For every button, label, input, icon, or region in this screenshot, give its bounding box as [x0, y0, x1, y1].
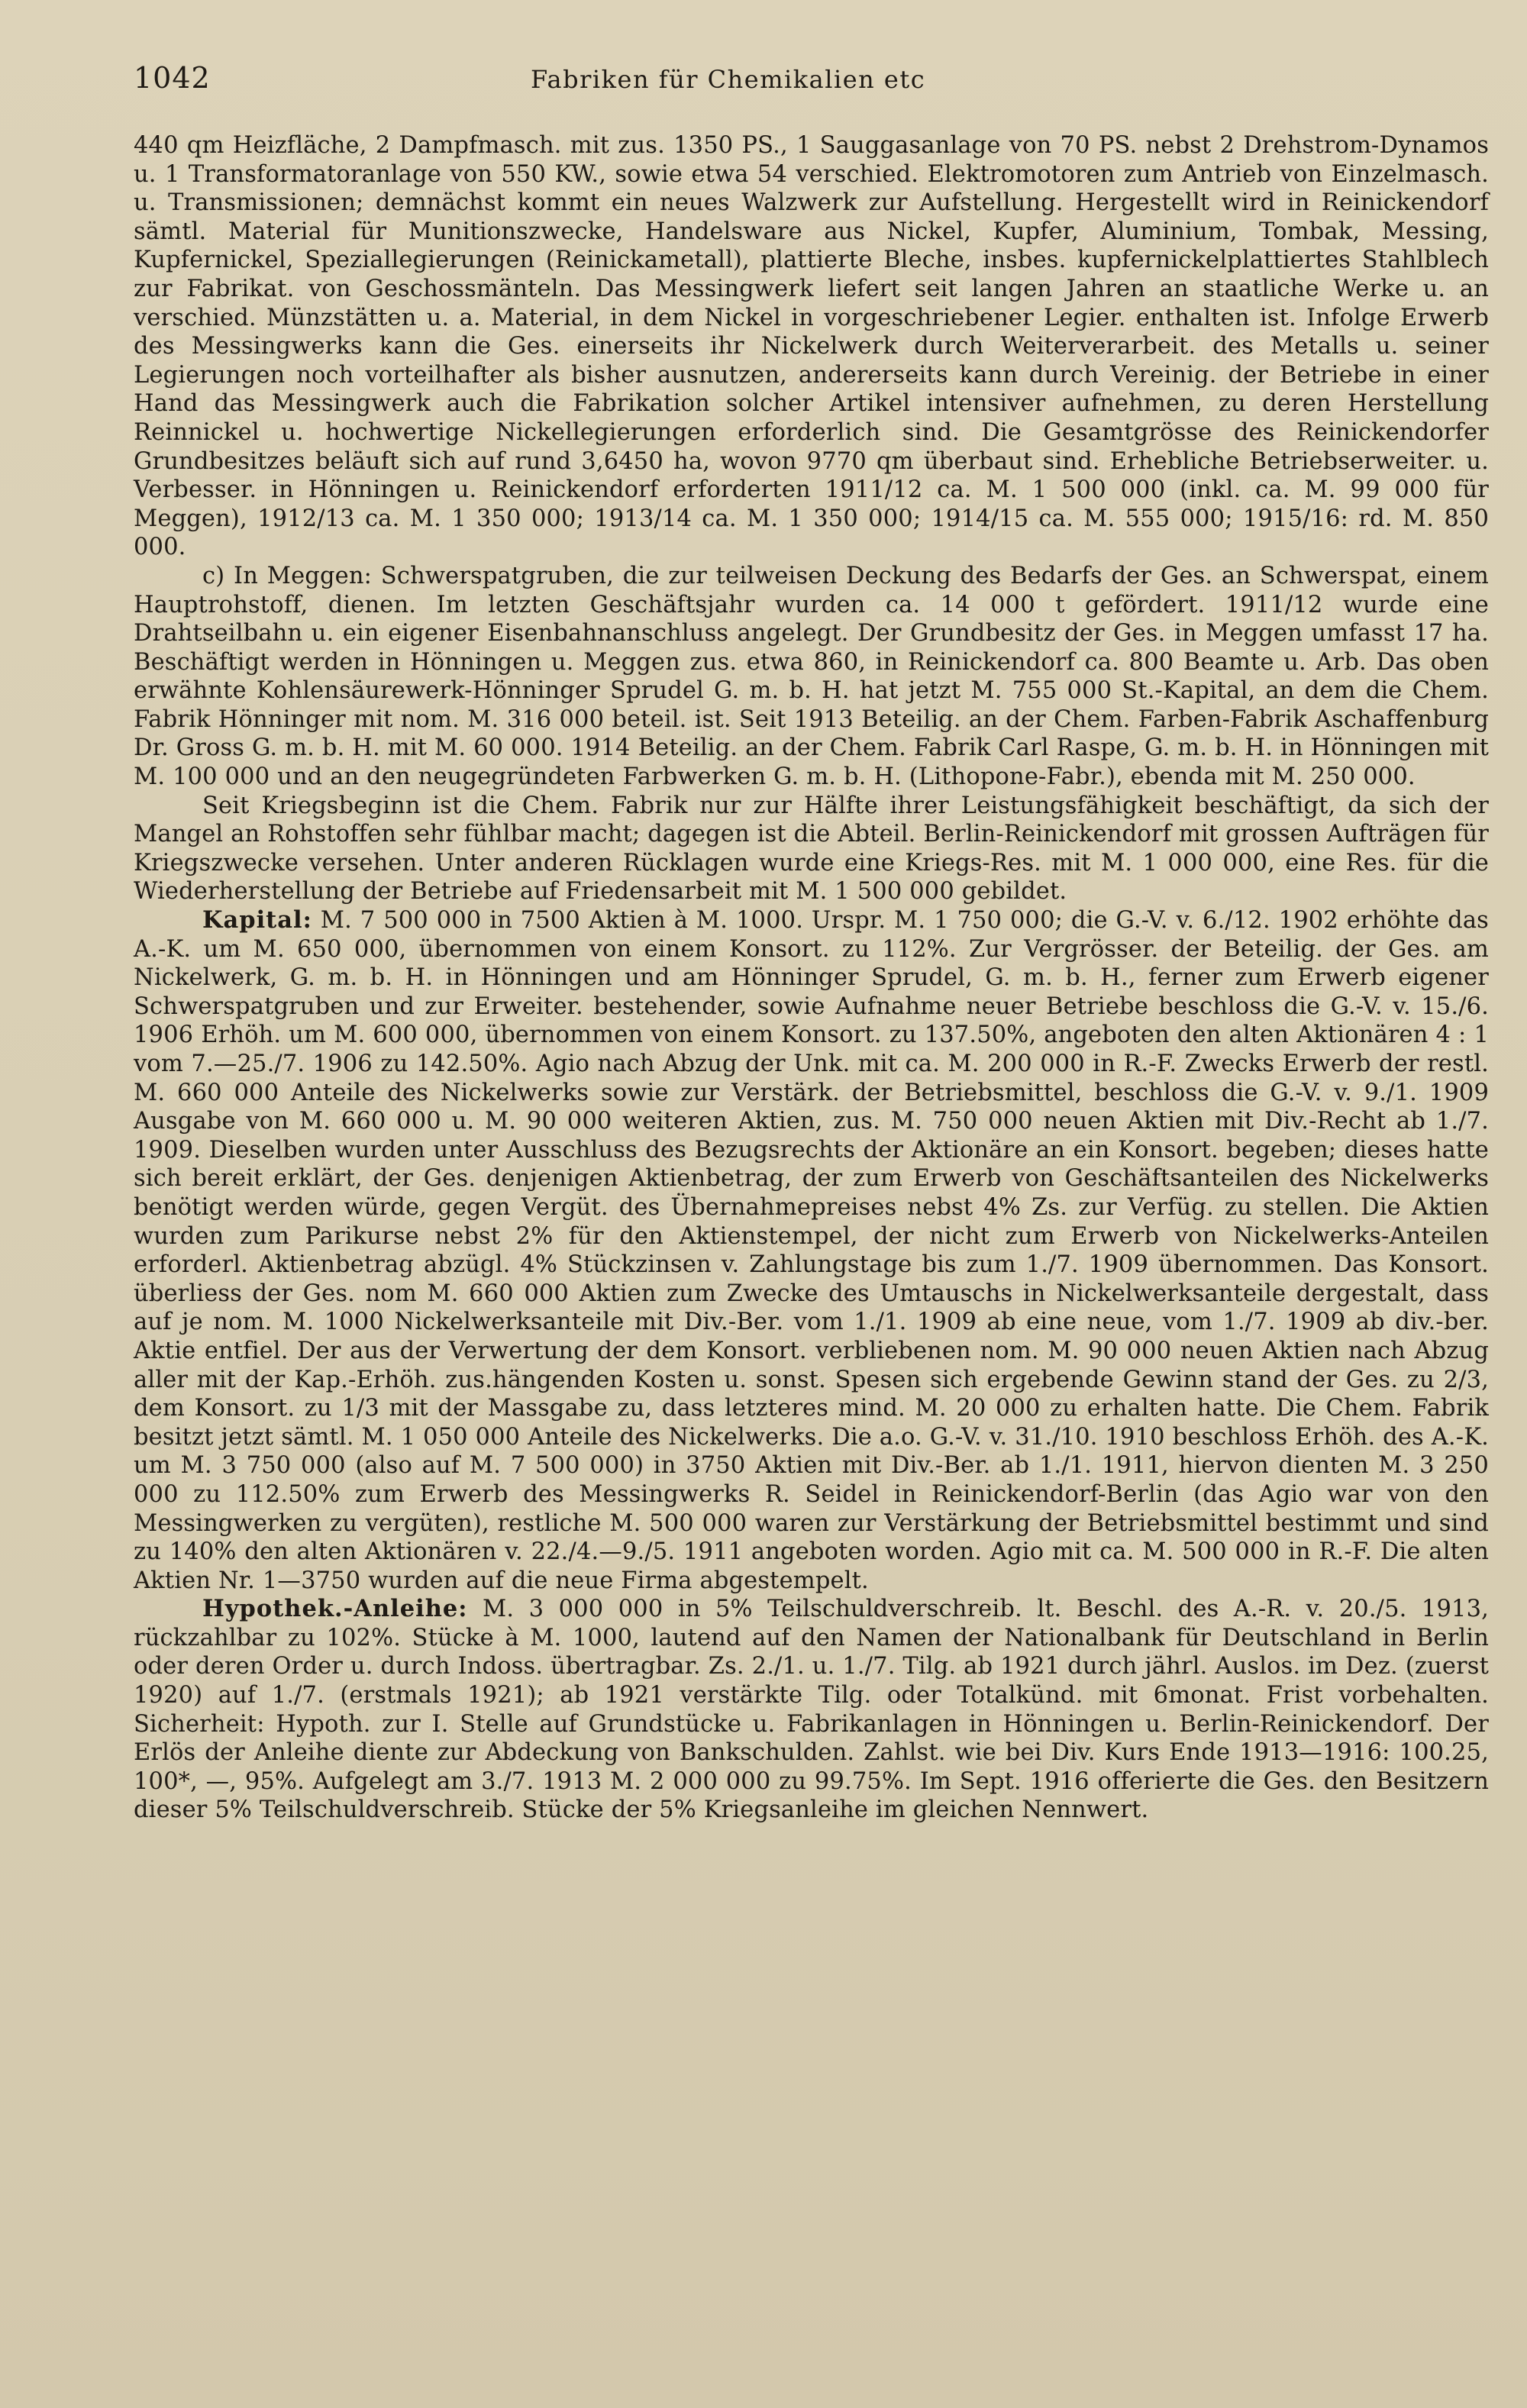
paragraph-war-effects — [134, 792, 1489, 906]
running-title: Fabriken für Chemikalien etc — [531, 65, 926, 94]
paragraph-text: Seit Kriegsbeginn ist die Chem. Fabrik nur zur Hälfte ihrer Leistungsfähigkeit beschäftigt, da sich der Mangel an Rohstoffen sehr fühlbar macht; dagegen ist die Abteil. Berlin-Reinickendorf mit grossen Aufträgen für Kriegszwecke versehen. Unter anderen Rücklagen wurde eine Kriegs-Res. mit M. 1 000 000, eine Res. für die Wiederherstellung der Betriebe auf Friedensarbeit mit M. 1 500 000 gebildet. — [134, 792, 1489, 905]
paragraph-text: c) In Meggen: Schwerspatgruben, die zur teilweisen Deckung des Bedarfs der Ges. an Schwerspat, einem Hauptrohstoff, dienen. Im letzten Geschäftsjahr wurden ca. 14 000 t gefördert. 1911/12 wurde eine Drahtseilbahn u. ein eigener Eisenbahnanschluss angelegt. Der Grundbesitz der Ges. in Meggen umfasst 17 ha. Beschäftigt werden in Hönningen u. Meggen zus. etwa 860, in Reinickendorf ca. 800 Beamte u. Arb. Das oben erwähnte Kohlensäurewerk-Hönninger Sprudel G. m. b. H. hat jetzt M. 755 000 St.-Kapital, an dem die Chem. Fabrik Hönninger mit nom. M. 316 000 beteil. ist. Seit 1913 Beteilig. an der Chem. Farben-Fabrik Aschaffenburg Dr. Gross G. m. b. H. mit M. 60 000. 1914 Beteilig. an der Chem. Fabrik Carl Raspe, G. m. b. H. in Hönningen mit M. 100 000 und an den neugegründeten Farbwerken G. m. b. H. (Lithopone-Fabr.), ebenda mit M. 250 000. — [134, 562, 1489, 791]
body-text — [134, 131, 1489, 1825]
paragraph-production — [134, 131, 1489, 562]
page-header — [134, 61, 1489, 107]
section-label-kapital: Kapital: — [202, 906, 312, 934]
section-label-hypothek-anleihe: Hypothek.-Anleihe: — [202, 1595, 468, 1623]
paragraph-meggen — [134, 562, 1489, 792]
page-number: 1042 — [134, 61, 211, 95]
paragraph-text: 440 qm Heizfläche, 2 Dampfmasch. mit zus. 1350 PS., 1 Sauggasanlage von 70 PS. nebst 2 Drehstrom-Dynamos u. 1 Transformatoranlage von 550 KW., sowie etwa 54 verschied. Elektromotoren zum Antrieb von Einzelmasch. u. Transmissionen; demnächst kommt ein neues Walzwerk zur Aufstellung. Hergestellt wird in Reinickendorf sämtl. Material für Munitionszwecke, Handelsware aus Nickel, Kupfer, Aluminium, Tombak, Messing, Kupfernickel, Speziallegierungen (Reinickametall), plattierte Bleche, insbes. kupfernickelplattiertes Stahlblech zur Fabrikat. von Geschossmänteln. Das Messingwerk liefert seit langen Jahren an staatliche Werke u. an verschied. Münzstätten u. a. Material, in dem Nickel in vorgeschriebener Legier. enthalten ist. Infolge Erwerb des Messingwerks kann die Ges. einerseits ihr Nickelwerk durch Weiterverarbeit. des Metalls u. seiner Legierungen noch vorteilhafter als bisher ausnutzen, andererseits kann durch Vereinig. der Betriebe in einer Hand das Messingwerk auch die Fabrikation solcher Artikel intensiver aufnehmen, zu deren Herstellung Reinnickel u. hochwertige Nickellegierungen erforderlich sind. Die Gesamtgrösse des Reinickendorfer Grundbesitzes beläuft sich auf rund 3,6450 ha, wovon 9770 qm überbaut sind. Erhebliche Betriebserweiter. u. Verbesser. in Hönningen u. Reinickendorf erforderten 1911/12 ca. M. 1 500 000 (inkl. ca. M. 99 000 für Meggen), 1912/13 ca. M. 1 350 000; 1913/14 ca. M. 1 350 000; 1914/15 ca. M. 555 000; 1915/16: rd. M. 850 000. — [134, 132, 1489, 561]
paragraph-text: M. 7 500 000 in 7500 Aktien à M. 1000. Urspr. M. 1 750 000; die G.-V. v. 6./12. 1902 erhöhte das A.-K. um M. 650 000, übernommen von einem Konsort. zu 112%. Zur Vergrösser. der Beteilig. der Ges. am Nickelwerk, G. m. b. H. in Hönningen und am Hönninger Sprudel, G. m. b. H., ferner zum Erwerb eigener Schwerspatgruben und zur Erweiter. bestehender, sowie Aufnahme neuer Betriebe beschloss die G.-V. v. 15./6. 1906 Erhöh. um M. 600 000, übernommen von einem Konsort. zu 137.50%, angeboten den alten Aktionären 4 : 1 vom 7.—25./7. 1906 zu 142.50%. Agio nach Abzug der Unk. mit ca. M. 200 000 in R.-F. Zwecks Erwerb der restl. M. 660 000 Anteile des Nickelwerks sowie zur Verstärk. der Betriebsmittel, beschloss die G.-V. v. 9./1. 1909 Ausgabe von M. 660 000 u. M. 90 000 weiteren Aktien, zus. M. 750 000 neuen Aktien mit Div.-Recht ab 1./7. 1909. Dieselben wurden unter Ausschluss des Bezugsrechts der Aktionäre an ein Konsort. begeben; dieses hatte sich bereit erklärt, der Ges. denjenigen Aktienbetrag, der zum Erwerb von Geschäftsanteilen des Nickelwerks benötigt werden würde, gegen Vergüt. des Übernahmepreises nebst 4% Zs. zur Verfüg. zu stellen. Die Aktien wurden zum Parikurse nebst 2% für den Aktienstempel, der nicht zum Erwerb von Nickelwerks-Anteilen erforderl. Aktienbetrag abzügl. 4% Stückzinsen v. Zahlungstage bis zum 1./7. 1909 übernommen. Das Konsort. überliess der Ges. nom M. 660 000 Aktien zum Zwecke des Umtauschs in Nickelwerksanteile dergestalt, dass auf je nom. M. 1000 Nickelwerksanteile mit Div.-Ber. vom 1./1. 1909 ab eine neue, vom 1./7. 1909 ab div.-ber. Aktie entfiel. Der aus der Verwertung der dem Konsort. verbliebenen nom. M. 90 000 neuen Aktien nach Abzug aller mit der Kap.-Erhöh. zus.hängenden Kosten u. sonst. Spesen sich ergebende Gewinn stand der Ges. zu 2/3, dem Konsort. zu 1/3 mit der Massgabe zu, dass letzteres mind. M. 20 000 zu erhalten hatte. Die Chem. Fabrik besitzt jetzt sämtl. M. 1 050 000 Anteile des Nickelwerks. Die a.o. G.-V. v. 31./10. 1910 beschloss Erhöh. des A.-K. um M. 3 750 000 (also auf M. 7 500 000) in 3750 Aktien mit Div.-Ber. ab 1./1. 1911, hiervon dienten M. 3 250 000 zu 112.50% zum Erwerb des Messingwerks R. Seidel in Reinickendorf-Berlin (das Agio war von den Messingwerken zu vergüten), restliche M. 500 000 waren zur Verstärkung der Betriebsmittel bestimmt und sind zu 140% den alten Aktionären v. 22./4.—9./5. 1911 angeboten worden. Agio mit ca. M. 500 000 in R.-F. Die alten Aktien Nr. 1—3750 wurden auf die neue Firma abgestempelt. — [134, 907, 1489, 1594]
paragraph-hypothek-anleihe — [134, 1595, 1489, 1825]
paragraph-text: M. 3 000 000 in 5% Teilschuldverschreib. lt. Beschl. des A.-R. v. 20./5. 1913, rückzahlbar zu 102%. Stücke à M. 1000, lautend auf den Namen der Nationalbank für Deutschland in Berlin oder deren Order u. durch Indoss. übertragbar. Zs. 2./1. u. 1./7. Tilg. ab 1921 durch jährl. Auslos. im Dez. (zuerst 1920) auf 1./7. (erstmals 1921); ab 1921 verstärkte Tilg. oder Totalkünd. mit 6monat. Frist vorbehalten. Sicherheit: Hypoth. zur I. Stelle auf Grundstücke u. Fabrikanlagen in Hönningen u. Berlin-Reinickendorf. Der Erlös der Anleihe diente zur Abdeckung von Bankschulden. Zahlst. wie bei Div. Kurs Ende 1913—1916: 100.25, 100*, —, 95%. Aufgelegt am 3./7. 1913 M. 2 000 000 zu 99.75%. Im Sept. 1916 offerierte die Ges. den Besitzern dieser 5% Teilschuldverschreib. Stücke der 5% Kriegsanleihe im gleichen Nennwert. — [134, 1596, 1489, 1824]
paragraph-kapital — [134, 906, 1489, 1595]
